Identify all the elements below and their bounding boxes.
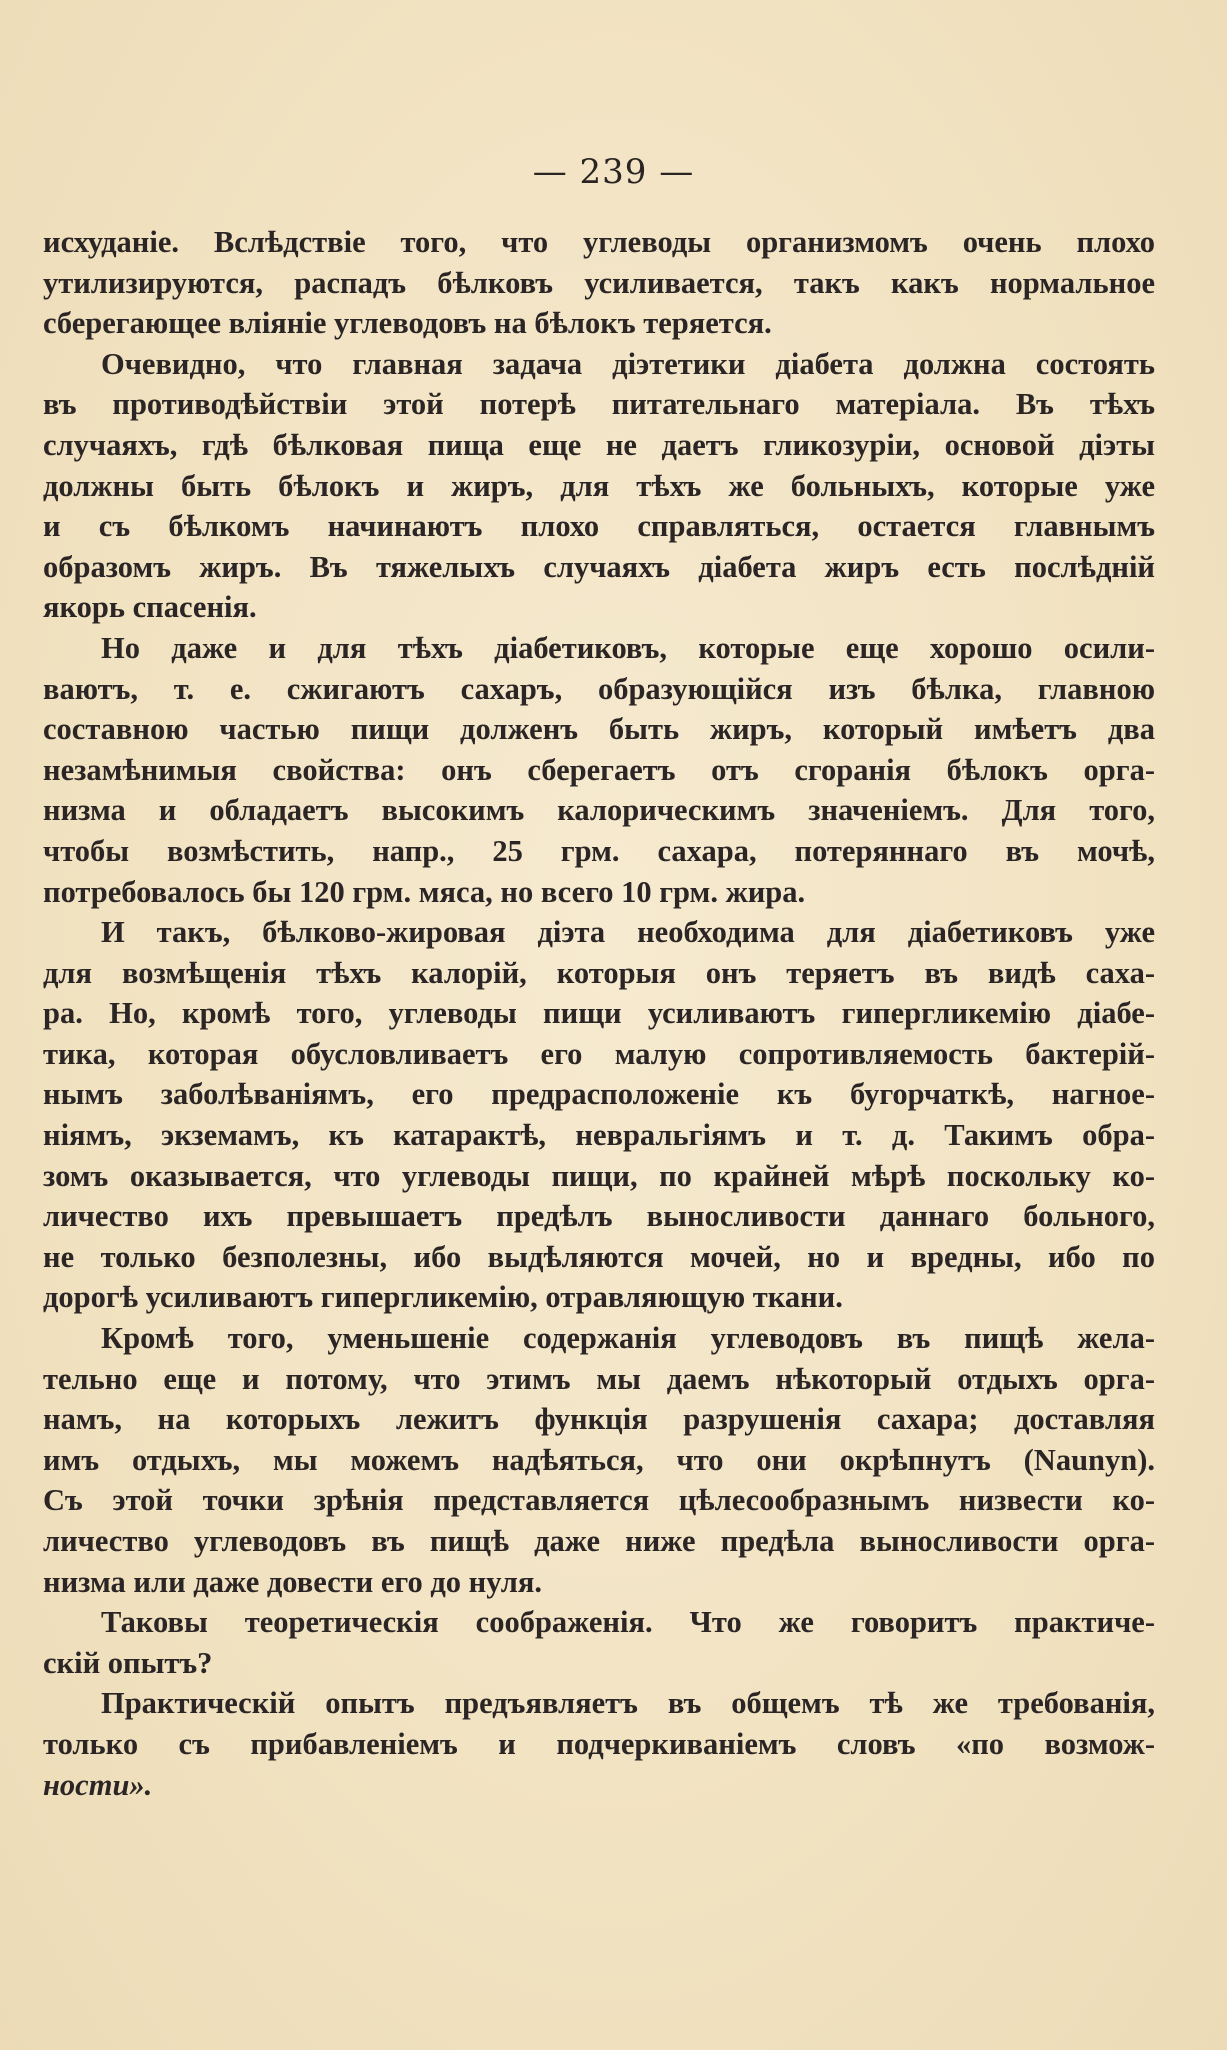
text-line: потребовалось бы 120 грм. мяса, но всего 10 грм. жира. [43, 874, 806, 909]
text-line: Но даже и для тѣхъ діабетиковъ, которые еще хорошо осили- [101, 630, 1155, 665]
text-line: ности». [43, 1767, 153, 1802]
text-line: Кромѣ того, уменьшеніе содержанія углеводовъ въ пищѣ жела- [101, 1321, 1155, 1356]
text-line: образомъ жиръ. Въ тяжелыхъ случаяхъ діабета жиръ есть послѣдній [43, 549, 1155, 584]
text-line: дорогѣ усиливаютъ гипергликемію, отравляющую ткани. [43, 1280, 843, 1315]
paragraph-2 [43, 344, 1155, 628]
text-line: зомъ оказывается, что углеводы пищи, по крайней мѣрѣ поскольку ко- [43, 1158, 1155, 1193]
paragraph-7 [43, 1683, 1155, 1805]
text-line: личество углеводовъ въ пищѣ даже ниже предѣла выносливости орга- [43, 1524, 1155, 1558]
text-line: случаяхъ, гдѣ бѣлковая пища еще не даетъ гликозуріи, основой діэты [43, 427, 1155, 462]
text-line: не только безполезны, ибо выдѣляются мочей, но и вредны, ибо по [43, 1239, 1155, 1274]
text-line: утилизируются, распадъ бѣлковъ усиливается, такъ какъ нормальное [43, 265, 1155, 300]
text-line: ваютъ, т. е. сжигаютъ сахаръ, образующійся изъ бѣлка, главною [43, 671, 1155, 706]
text-line: должны быть бѣлокъ и жиръ, для тѣхъ же больныхъ, которые уже [43, 468, 1155, 503]
text-line: составною частью пищи долженъ быть жиръ, который имѣетъ два [43, 712, 1155, 747]
text-line: личество ихъ превышаетъ предѣлъ выносливости даннаго больного, [43, 1199, 1155, 1234]
text-line: нымъ заболѣваніямъ, его предрасположеніе къ бугорчаткѣ, нагное- [43, 1077, 1155, 1112]
text-line: сберегающее вліяніе углеводовъ на бѣлокъ теряется. [43, 306, 772, 341]
text-line: скій опытъ? [43, 1645, 213, 1680]
paragraph-4 [43, 912, 1155, 1318]
text-line: имъ отдыхъ, мы можемъ надѣяться, что они окрѣпнутъ (Naunyn). [43, 1442, 1155, 1477]
text-line: для возмѣщенія тѣхъ калорій, которыя онъ теряетъ въ видѣ саха- [43, 955, 1155, 990]
text-line: и съ бѣлкомъ начинаютъ плохо справляться, остается главнымъ [43, 509, 1155, 544]
text-line: только съ прибавленіемъ и подчеркиваніемъ словъ «по возмож- [43, 1726, 1155, 1761]
paragraph-6 [43, 1602, 1155, 1683]
text-line: тельно еще и потому, что этимъ мы даемъ нѣкоторый отдыхъ орга- [43, 1361, 1155, 1396]
paragraph-3 [43, 628, 1155, 912]
paragraph-1 [43, 222, 1155, 344]
text-line: И такъ, бѣлково-жировая діэта необходима для діабетиковъ уже [101, 915, 1155, 950]
paragraph-5 [43, 1318, 1155, 1602]
text-line: низма или даже довести его до нуля. [43, 1564, 542, 1599]
text-line: чтобы возмѣстить, напр., 25 грм. сахара, потеряннаго въ мочѣ, [43, 833, 1155, 868]
text-line: Съ этой точки зрѣнія представляется цѣлесообразнымъ низвести ко- [43, 1483, 1155, 1518]
text-line: въ противодѣйствіи этой потерѣ питательнаго матеріала. Въ тѣхъ [43, 387, 1155, 422]
text-line: ніямъ, экземамъ, къ катарактѣ, невральгіямъ и т. д. Такимъ обра- [43, 1118, 1155, 1153]
text-line: исхуданіе. Вслѣдствіе того, что углеводы организмомъ очень плохо [43, 225, 1155, 259]
text-line: якорь спасенія. [43, 590, 257, 625]
text-line: Таковы теоретическія соображенія. Что же говоритъ практиче- [101, 1605, 1155, 1640]
text-line: Практическій опытъ предъявляетъ въ общемъ тѣ же требованія, [101, 1686, 1155, 1721]
text-line: ра. Но, кромѣ того, углеводы пищи усиливаютъ гипергликемію діабе- [43, 996, 1155, 1031]
text-line: намъ, на которыхъ лежитъ функція разрушенія сахара; доставляя [43, 1402, 1155, 1437]
page-number: — 239 — [532, 152, 695, 192]
text-line: незамѣнимыя свойства: онъ сберегаетъ отъ сгоранія бѣлокъ орга- [43, 752, 1155, 787]
body-text [43, 222, 1155, 1805]
text-line: тика, которая обусловливаетъ его малую сопротивляемость бактерій- [43, 1036, 1155, 1071]
text-line: низма и обладаетъ высокимъ калорическимъ значеніемъ. Для того, [43, 793, 1155, 828]
text-line: Очевидно, что главная задача діэтетики діабета должна состоять [101, 346, 1155, 381]
